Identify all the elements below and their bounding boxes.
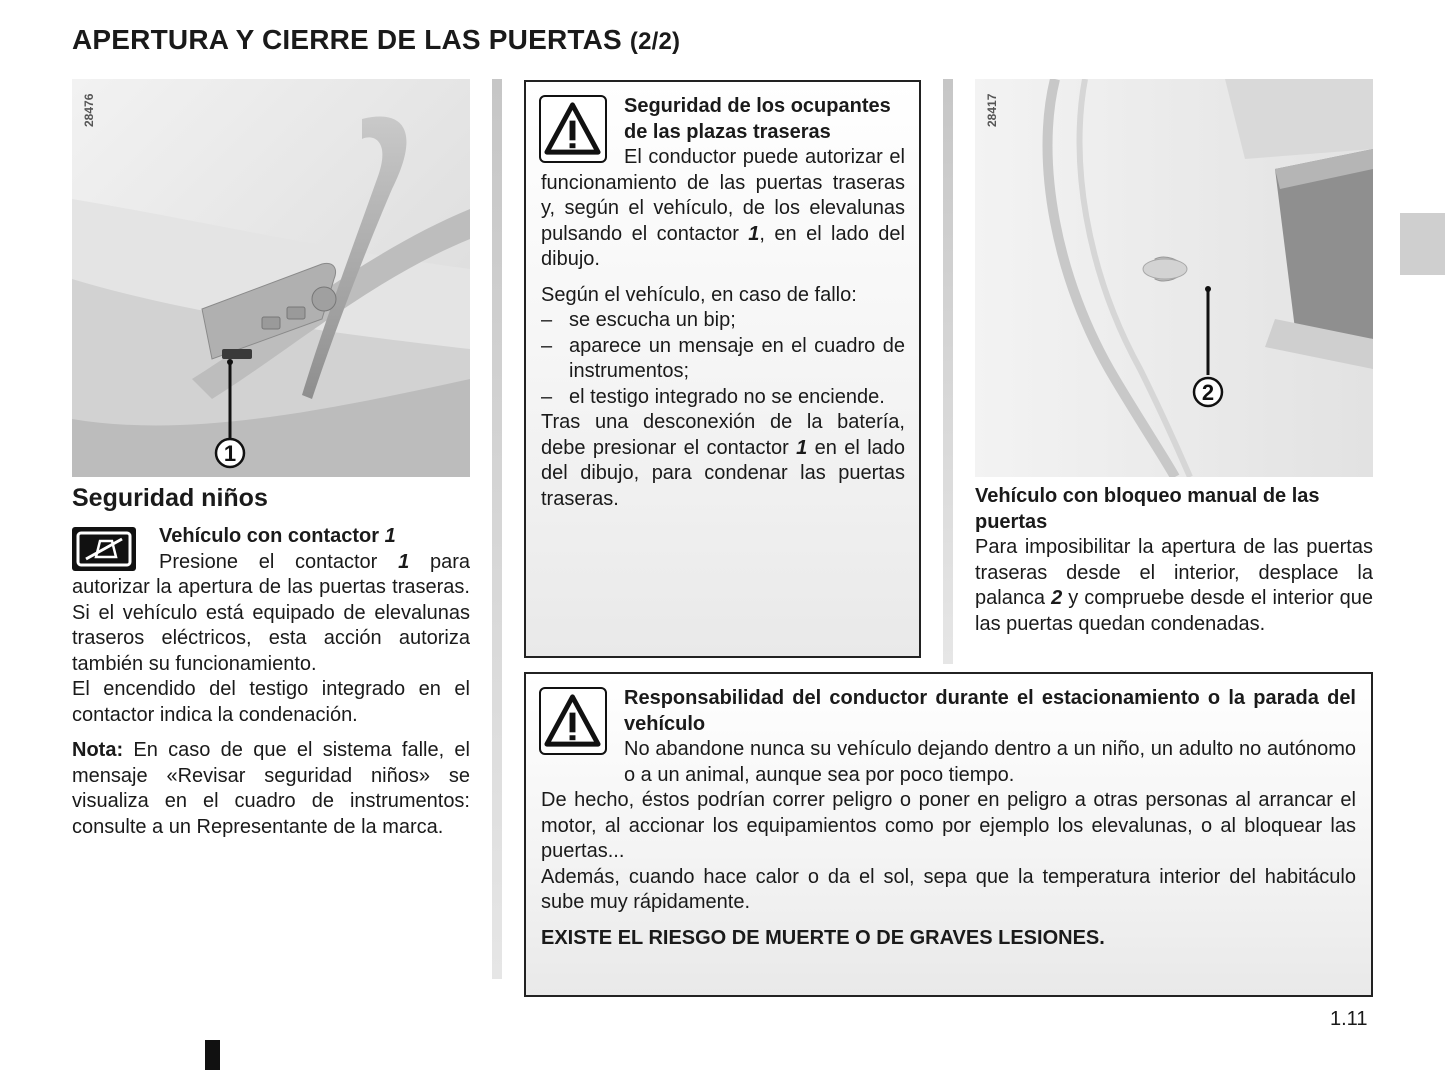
door-window-switch-illustration — [72, 79, 470, 477]
page-title — [72, 24, 680, 56]
note-label: Nota: — [72, 739, 124, 761]
subheading: Vehículo con bloqueo manual de las puertas — [975, 485, 1320, 533]
dash: – — [541, 334, 553, 357]
list-item — [541, 334, 905, 385]
note-text: En caso de que el sistema falle, el mensaje «Revisar seguridad niños» se visualiza en el cuadro de instrumentos: consulte a un Representante de la marca. — [72, 739, 470, 838]
list-text: aparece un mensaje en el cuadro de instrumentos; — [569, 334, 905, 382]
text: Tras una desconexión de la batería, debe presionar el contactor — [541, 411, 905, 459]
text: El conductor puede autorizar el funcionamiento de las puertas traseras y, según el vehículo, de los elevalunas pulsando el contactor — [541, 146, 905, 245]
callout-1-label: 1 — [223, 441, 237, 466]
figure-id: 28476 — [82, 93, 96, 127]
ref: 1 — [796, 436, 808, 459]
column-divider — [492, 79, 502, 979]
paragraph: El encendido del testigo integrado en el contactor indica la condenación. — [72, 678, 470, 726]
manual-lock-text — [975, 484, 1373, 637]
subheading-ref: 1 — [384, 525, 396, 547]
ref: 1 — [748, 222, 760, 245]
subheading-text: Vehículo con contactor — [159, 525, 380, 547]
paragraph: Según el vehículo, en caso de fallo: — [541, 283, 857, 306]
text: , en el lado del dibujo. — [541, 222, 905, 270]
paragraph — [541, 145, 905, 273]
text: Presione el contactor — [159, 550, 378, 573]
child-safety-text — [72, 524, 470, 840]
section-tab-marker — [1400, 213, 1445, 275]
dash: – — [541, 385, 553, 408]
warning-title: Seguridad de los ocupantes de las plazas traseras — [624, 95, 891, 143]
page-title-suffix: (2/2) — [629, 28, 681, 55]
list-item — [541, 308, 905, 334]
warning-box-rear-seat-safety — [524, 80, 921, 658]
text: para autorizar la apertura de las puertas traseras. Si el vehículo está equipado de elevalunas traseros eléctricos, esta acción autoriza también su funcionamiento. — [72, 550, 470, 675]
warning-text — [541, 94, 905, 512]
rear-door-lock-lever-illustration — [975, 79, 1373, 477]
page-number: 1.11 — [1330, 1008, 1368, 1030]
ref: 1 — [398, 550, 410, 573]
column-divider — [943, 79, 953, 664]
figure-door-switch — [72, 79, 470, 477]
text: Para imposibilitar la apertura de las puertas traseras desde el interior, desplace la palanca — [975, 536, 1373, 609]
warning-box-driver-responsibility — [524, 672, 1373, 997]
note-paragraph — [72, 738, 470, 840]
text: en el lado del dibujo, para condenar las puertas traseras. — [541, 436, 906, 510]
figure-rear-door-lock — [975, 79, 1373, 477]
paragraph: No abandone nunca su vehículo dejando dentro a un niño, un adulto no autónomo o a un animal, aunque sea por poco tiempo. — [624, 738, 1356, 786]
text: y compruebe desde el interior que las puertas quedan condenadas. — [975, 587, 1373, 635]
paragraph: Además, cuando hace calor o da el sol, sepa que la temperatura interior del habitáculo sube muy rápidamente. — [541, 865, 1356, 913]
page-title-text: APERTURA Y CIERRE DE LAS PUERTAS — [72, 24, 622, 55]
dash: – — [541, 309, 553, 331]
list-text: el testigo integrado no se enciende. — [569, 385, 885, 408]
warning-title: Responsabilidad del conductor durante el estacionamiento o la parada del vehículo — [624, 687, 1356, 735]
subheading — [72, 524, 470, 550]
margin-bar — [205, 1040, 220, 1070]
paragraph — [541, 410, 905, 512]
figure-id: 28417 — [985, 93, 999, 127]
paragraph: De hecho, éstos podrían correr peligro o poner en peligro a otras personas al arrancar el motor, al accionar los equipamientos como por ejemplo los elevalunas, o al bloquear las puertas... — [541, 789, 1356, 862]
callout-2-label: 2 — [1201, 380, 1215, 405]
paragraph — [72, 550, 470, 678]
ref: 2 — [1051, 587, 1063, 609]
list-item — [541, 385, 905, 411]
list-text: se escucha un bip; — [569, 309, 736, 331]
section-heading-child-safety: Seguridad niños — [72, 484, 268, 512]
warning-text — [541, 686, 1356, 951]
paragraph — [975, 535, 1373, 637]
warning-emphasis: EXISTE EL RIESGO DE MUERTE O DE GRAVES LESIONES. — [541, 926, 1105, 949]
